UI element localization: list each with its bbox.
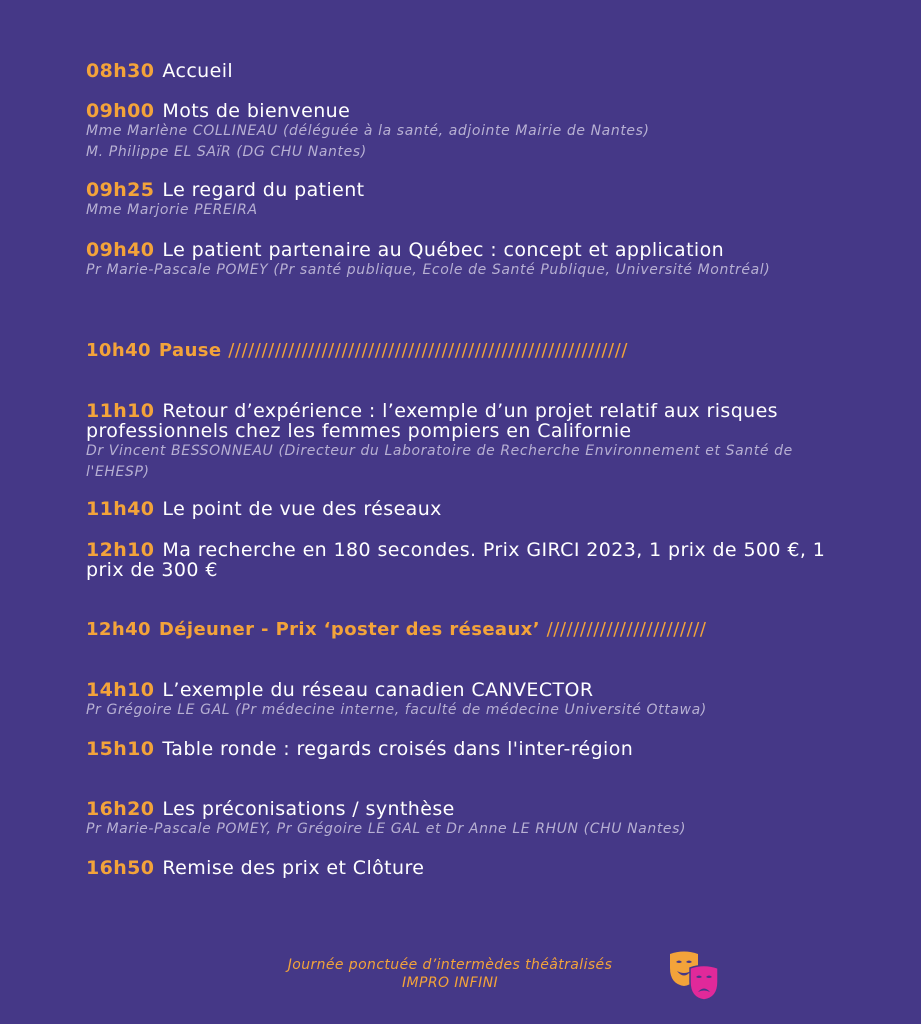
item-label: Accueil bbox=[162, 60, 234, 82]
program-item-1620 bbox=[86, 799, 826, 840]
item-speaker: Pr Marie-Pascale POMEY (Pr santé publique, Ecole de Santé Publique, Université Montréal) bbox=[86, 262, 771, 278]
program-item-0940 bbox=[86, 240, 826, 281]
item-time: 15h10 bbox=[86, 738, 155, 760]
item-label: Retour d’expérience : l’exemple d’un projet relatif aux risques professionnels chez les femmes pompiers en Californie bbox=[86, 400, 778, 442]
footer-note bbox=[230, 956, 670, 992]
program-item-1650 bbox=[86, 858, 826, 878]
item-label: Pause bbox=[158, 340, 222, 361]
item-title bbox=[86, 680, 826, 700]
item-title bbox=[86, 858, 826, 878]
program-item-0900 bbox=[86, 101, 826, 163]
item-time: 09h00 bbox=[86, 100, 155, 122]
item-time: 12h10 bbox=[86, 539, 155, 561]
program-item-1210 bbox=[86, 540, 826, 580]
item-label: Les préconisations / synthèse bbox=[162, 798, 455, 820]
program-item-1240-break bbox=[86, 620, 826, 640]
item-label: L’exemple du réseau canadien CANVECTOR bbox=[162, 679, 594, 701]
program-item-1410 bbox=[86, 680, 826, 721]
item-time: 14h10 bbox=[86, 679, 155, 701]
item-time: 08h30 bbox=[86, 60, 155, 82]
item-speaker: Mme Marjorie PEREIRA bbox=[86, 202, 258, 218]
item-label: Le point de vue des réseaux bbox=[162, 498, 442, 520]
item-title bbox=[86, 799, 826, 819]
break-line bbox=[86, 620, 826, 640]
item-title bbox=[86, 180, 826, 200]
item-time: 11h10 bbox=[86, 400, 155, 422]
item-speaker: Pr Grégoire LE GAL (Pr médecine interne, faculté de médecine Université Ottawa) bbox=[86, 702, 707, 718]
item-speaker: M. Philippe EL SAïR (DG CHU Nantes) bbox=[86, 144, 367, 160]
item-time: 16h20 bbox=[86, 798, 155, 820]
item-label: Remise des prix et Clôture bbox=[162, 857, 425, 879]
item-title bbox=[86, 401, 826, 441]
item-title bbox=[86, 240, 826, 260]
program-item-1110 bbox=[86, 401, 826, 483]
item-label: Ma recherche en 180 secondes. Prix GIRCI 2023, 1 prix de 500 €, 1 prix de 300 € bbox=[86, 539, 826, 581]
item-title bbox=[86, 739, 826, 759]
program-item-0925 bbox=[86, 180, 826, 221]
program-item-1510 bbox=[86, 739, 826, 759]
item-time: 12h40 bbox=[86, 619, 151, 640]
item-title bbox=[86, 61, 826, 81]
footer-line-1: Journée ponctuée d’intermèdes théâtralisés bbox=[287, 957, 613, 973]
item-time: 11h40 bbox=[86, 498, 155, 520]
item-time: 10h40 bbox=[86, 340, 151, 361]
item-speaker: Dr Vincent BESSONNEAU (Directeur du Laboratoire de Recherche Environnement et Santé de l'EHESP) bbox=[86, 443, 793, 480]
item-label: Déjeuner - Prix ‘poster des réseaux’ bbox=[158, 619, 540, 640]
item-label: Le regard du patient bbox=[162, 179, 365, 201]
slashes-divider: //////////////////////////////////////////////////////////// bbox=[228, 340, 629, 361]
item-label: Le patient partenaire au Québec : concept et application bbox=[162, 239, 725, 261]
item-title bbox=[86, 540, 826, 580]
item-title bbox=[86, 101, 826, 121]
item-speaker: Pr Marie-Pascale POMEY, Pr Grégoire LE GAL et Dr Anne LE RHUN (CHU Nantes) bbox=[86, 821, 687, 837]
program-item-1040-break bbox=[86, 341, 826, 361]
program-item-0830 bbox=[86, 61, 826, 81]
item-time: 09h25 bbox=[86, 179, 155, 201]
slashes-divider: //////////////////////// bbox=[546, 619, 707, 640]
item-speaker: Mme Marlène COLLINEAU (déléguée à la santé, adjointe Mairie de Nantes) bbox=[86, 123, 650, 139]
theater-masks-icon bbox=[668, 950, 722, 1002]
item-time: 09h40 bbox=[86, 239, 155, 261]
program-item-1140 bbox=[86, 499, 826, 519]
footer-line-2: IMPRO INFINI bbox=[401, 975, 499, 991]
break-line bbox=[86, 341, 826, 361]
item-time: 16h50 bbox=[86, 857, 155, 879]
item-label: Table ronde : regards croisés dans l'inter-région bbox=[162, 738, 634, 760]
item-label: Mots de bienvenue bbox=[162, 100, 351, 122]
item-title bbox=[86, 499, 826, 519]
